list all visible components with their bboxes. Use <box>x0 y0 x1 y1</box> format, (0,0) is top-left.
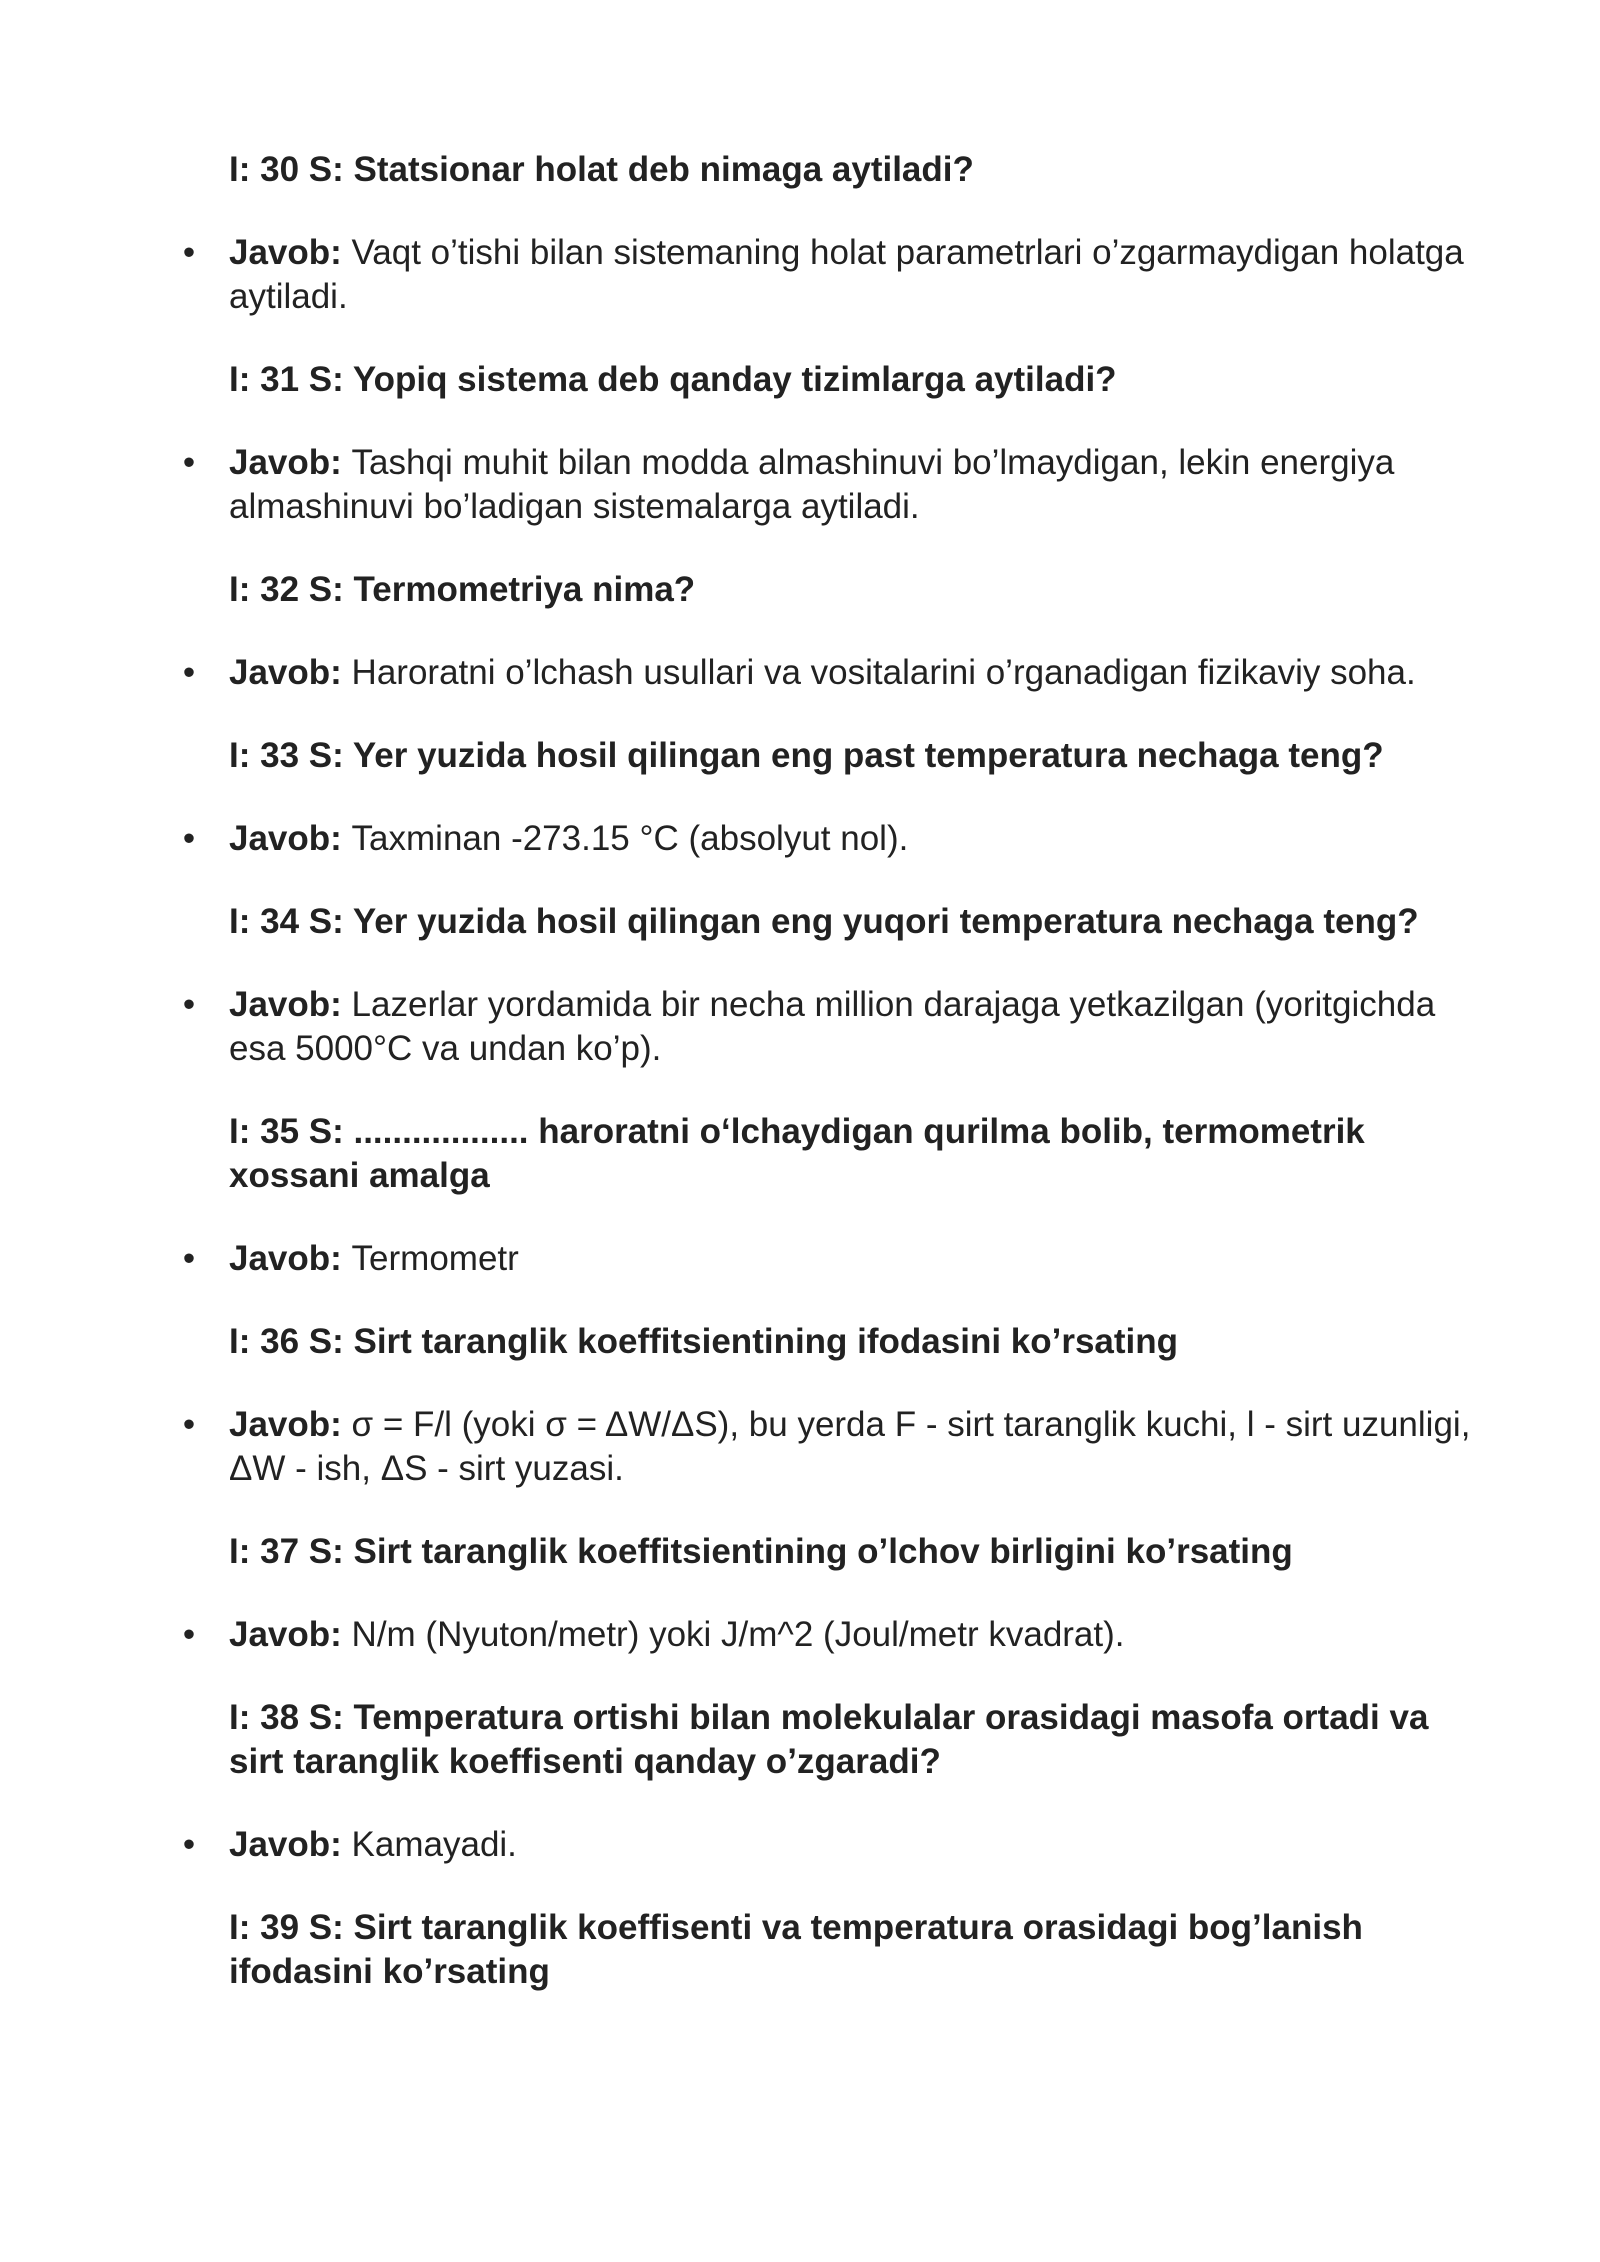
question-32: I: 32 S: Termometriya nima? <box>229 570 696 609</box>
question-36: I: 36 S: Sirt taranglik koeffitsientining ifodasini ko’rsating <box>229 1322 1179 1361</box>
bullet-icon: • <box>182 985 196 1024</box>
answer-label: Javob: <box>229 1615 352 1654</box>
answer-label: Javob: <box>229 1825 352 1864</box>
answer-text: Tashqi muhit bilan modda almashinuvi bo’lmaydigan, lekin energiya almashinuvi bo’ladigan sistemalarga aytiladi. <box>229 443 1395 526</box>
answer-37 <box>182 1613 1489 1657</box>
answer-label: Javob: <box>229 985 352 1024</box>
answer-text: N/m (Nyuton/metr) yoki J/m^2 (Joul/metr kvadrat). <box>351 1615 1125 1654</box>
answer-text: Lazerlar yordamida bir necha million darajaga yetkazilgan (yoritgichda esa 5000°C va undan ko’p). <box>229 985 1436 1068</box>
question-35: I: 35 S: .................. haroratni o‘lchaydigan qurilma bolib, termometrik xossani amalga <box>229 1112 1365 1195</box>
bullet-icon: • <box>182 233 196 272</box>
answer-35 <box>182 1237 1489 1281</box>
answer-label: Javob: <box>229 1239 352 1278</box>
bullet-icon: • <box>182 653 196 692</box>
answer-31 <box>182 441 1489 529</box>
answer-label: Javob: <box>229 653 352 692</box>
answer-34 <box>182 983 1489 1071</box>
answer-text: Vaqt o’tishi bilan sistemaning holat parametrlari o’zgarmaydigan holatga aytiladi. <box>229 233 1464 316</box>
question-31: I: 31 S: Yopiq sistema deb qanday tizimlarga aytiladi? <box>229 360 1117 399</box>
bullet-icon: • <box>182 819 196 858</box>
bullet-icon: • <box>182 1405 196 1444</box>
question-37: I: 37 S: Sirt taranglik koeffitsientining o’lchov birligini ko’rsating <box>229 1532 1293 1571</box>
qa-list <box>182 148 1489 2033</box>
question-39: I: 39 S: Sirt taranglik koeffisenti va temperatura orasidagi bog’lanish ifodasini ko’rsating <box>229 1908 1363 1991</box>
bullet-icon: • <box>182 443 196 482</box>
answer-33 <box>182 817 1489 861</box>
answer-32 <box>182 651 1489 695</box>
answer-text: Taxminan -273.15 °C (absolyut nol). <box>351 819 909 858</box>
answer-36 <box>182 1403 1489 1491</box>
answer-label: Javob: <box>229 1405 352 1444</box>
bullet-icon: • <box>182 1825 196 1864</box>
answer-text: σ = F/l (yoki σ = ΔW/ΔS), bu yerda F - sirt taranglik kuchi, l - sirt uzunligi, ΔW - ish, ΔS - sirt yuzasi. <box>229 1405 1471 1488</box>
answer-text: Termometr <box>351 1239 519 1278</box>
answer-label: Javob: <box>229 443 352 482</box>
question-33: I: 33 S: Yer yuzida hosil qilingan eng past temperatura nechaga teng? <box>229 736 1384 775</box>
answer-text: Kamayadi. <box>351 1825 517 1864</box>
answer-label: Javob: <box>229 819 352 858</box>
bullet-icon: • <box>182 1239 196 1278</box>
answer-label: Javob: <box>229 233 352 272</box>
answer-38 <box>182 1823 1489 1867</box>
bullet-icon: • <box>182 1615 196 1654</box>
answer-30 <box>182 231 1489 319</box>
question-30: I: 30 S: Statsionar holat deb nimaga aytiladi? <box>229 150 974 189</box>
answer-text: Haroratni o’lchash usullari va vositalarini o’rganadigan fizikaviy soha. <box>351 653 1416 692</box>
question-38: I: 38 S: Temperatura ortishi bilan molekulalar orasidagi masofa ortadi va sirt taranglik koeffisenti qanday o’zgaradi? <box>229 1698 1429 1781</box>
question-34: I: 34 S: Yer yuzida hosil qilingan eng yuqori temperatura nechaga teng? <box>229 902 1419 941</box>
